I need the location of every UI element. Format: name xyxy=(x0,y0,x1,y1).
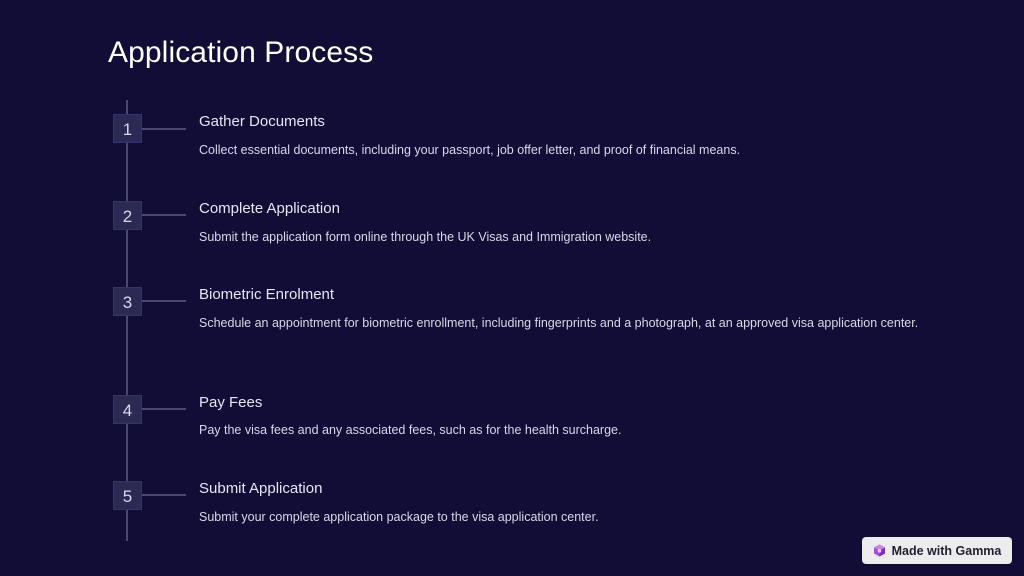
step-heading: Submit Application xyxy=(199,480,323,497)
gamma-logo-icon xyxy=(873,544,886,557)
step-connector xyxy=(142,214,186,216)
step-description: Collect essential documents, including your passport, job offer letter, and proof of financial means. xyxy=(199,143,741,157)
made-with-gamma-badge[interactable] xyxy=(862,537,1012,564)
step-connector xyxy=(142,128,186,130)
step-number: 3 xyxy=(113,287,142,316)
step-connector xyxy=(142,300,186,302)
step-number: 4 xyxy=(113,395,142,424)
step-description: Schedule an appointment for biometric enrollment, including fingerprints and a photograph, at an approved visa application center. xyxy=(199,316,919,330)
step-connector xyxy=(142,408,186,410)
step-number: 2 xyxy=(113,201,142,230)
page-title: Application Process xyxy=(108,36,374,69)
badge-label: Made with Gamma xyxy=(891,543,1002,558)
step-heading: Gather Documents xyxy=(199,113,325,130)
step-heading: Biometric Enrolment xyxy=(199,286,335,303)
step-heading: Complete Application xyxy=(199,200,340,217)
step-description: Pay the visa fees and any associated fees, such as for the health surcharge. xyxy=(199,423,622,437)
timeline-line xyxy=(126,100,128,541)
step-connector xyxy=(142,494,186,496)
step-description: Submit the application form online through the UK Visas and Immigration website. xyxy=(199,230,652,244)
step-description: Submit your complete application package to the visa application center. xyxy=(199,510,599,524)
step-number: 1 xyxy=(113,114,142,143)
step-number: 5 xyxy=(113,481,142,510)
step-heading: Pay Fees xyxy=(199,394,263,411)
